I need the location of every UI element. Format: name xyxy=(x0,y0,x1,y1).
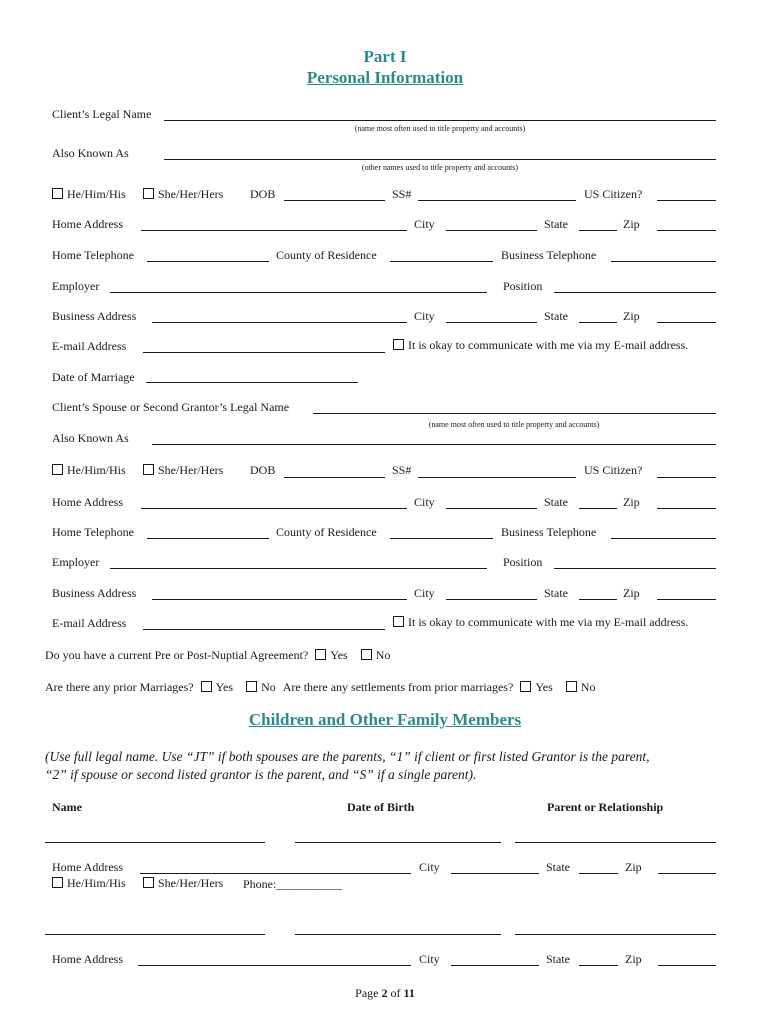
client-employer-label: Employer xyxy=(52,279,100,293)
settlements-no-label: No xyxy=(580,680,596,694)
client-he-label: He/Him/His xyxy=(67,187,126,201)
col-relationship-header: Parent or Relationship xyxy=(547,800,664,814)
nuptial-yes-checkbox[interactable] xyxy=(315,648,347,662)
client-ss-field[interactable] xyxy=(418,200,576,201)
spouse-home-tel-field[interactable] xyxy=(147,538,269,539)
children-instructions-line1: (Use full legal name. Use “JT” if both spouses are the parents, “1” if client or first listed Grantor is the parent, xyxy=(45,749,650,764)
client-home-address-label: Home Address xyxy=(52,217,123,231)
child1-phone-field[interactable]: Phone:___________ xyxy=(243,877,343,891)
spouse-employer-label: Employer xyxy=(52,555,100,569)
child2-zip-label: Zip xyxy=(625,952,642,966)
col-name-header: Name xyxy=(52,800,82,814)
spouse-county-label: County of Residence xyxy=(276,525,377,539)
spouse-legal-name-hint: (name most often used to title property and accounts) xyxy=(428,420,600,429)
page-total: 11 xyxy=(403,986,415,1000)
prior-yes-label: Yes xyxy=(215,680,234,694)
child1-home-address-field[interactable] xyxy=(140,873,411,874)
page-current: 2 xyxy=(381,986,388,1000)
client-position-label: Position xyxy=(503,279,543,293)
child1-zip-field[interactable] xyxy=(658,873,716,874)
child1-dob-field[interactable] xyxy=(295,842,501,843)
settlements-no-checkbox[interactable] xyxy=(566,680,596,694)
client-business-address-field[interactable] xyxy=(152,322,407,323)
spouse-home-tel-label: Home Telephone xyxy=(52,525,134,539)
client-zip-label: Zip xyxy=(623,217,640,231)
spouse-bzip-label: Zip xyxy=(623,586,640,600)
child1-city-field[interactable] xyxy=(451,873,539,874)
spouse-position-field[interactable] xyxy=(554,568,716,569)
client-bstate-label: State xyxy=(544,309,568,323)
child1-he-label: He/Him/His xyxy=(67,876,126,890)
child2-home-address-label: Home Address xyxy=(52,952,123,966)
client-aka-field[interactable] xyxy=(164,159,716,160)
client-she-checkbox[interactable] xyxy=(143,187,223,202)
client-business-tel-label: Business Telephone xyxy=(501,248,597,262)
spouse-bcity-label: City xyxy=(414,586,435,600)
nuptial-question xyxy=(45,648,390,663)
spouse-email-label: E-mail Address xyxy=(52,616,127,630)
client-legal-name-label: Client’s Legal Name xyxy=(52,107,152,121)
client-legal-name-hint: (name most often used to title property and accounts) xyxy=(354,124,526,133)
spouse-home-address-label: Home Address xyxy=(52,495,123,509)
nuptial-question-text: Do you have a current Pre or Post-Nuptial Agreement? xyxy=(45,648,309,662)
client-bzip-label: Zip xyxy=(623,309,640,323)
child2-relationship-field[interactable] xyxy=(515,934,716,935)
spouse-bstate-field[interactable] xyxy=(579,599,617,600)
nuptial-no-checkbox[interactable] xyxy=(361,648,391,662)
child2-dob-field[interactable] xyxy=(295,934,501,935)
spouse-employer-field[interactable] xyxy=(110,568,487,569)
client-dob-field[interactable] xyxy=(284,200,385,201)
prior-no-label: No xyxy=(261,680,276,694)
marriage-date-label: Date of Marriage xyxy=(52,370,135,384)
settlements-yes-label: Yes xyxy=(535,680,553,694)
client-she-label: She/Her/Hers xyxy=(158,187,224,201)
client-he-checkbox[interactable] xyxy=(52,187,126,202)
spouse-legal-name-label: Client’s Spouse or Second Grantor’s Legal Name xyxy=(52,400,290,414)
child2-city-label: City xyxy=(419,952,440,966)
client-email-ok-checkbox[interactable] xyxy=(393,338,688,353)
col-dob-header: Date of Birth xyxy=(347,800,415,814)
client-bcity-label: City xyxy=(414,309,435,323)
page-prefix: Page xyxy=(355,986,382,1000)
child1-relationship-field[interactable] xyxy=(515,842,716,843)
child1-home-address-label: Home Address xyxy=(52,860,123,874)
client-city-field[interactable] xyxy=(446,230,537,231)
client-bcity-field[interactable] xyxy=(446,322,537,323)
child1-name-field[interactable] xyxy=(45,842,265,843)
part-heading: Part I xyxy=(363,47,407,66)
spouse-business-address-label: Business Address xyxy=(52,586,137,600)
client-citizen-field[interactable] xyxy=(657,200,716,201)
child1-state-field[interactable] xyxy=(579,873,618,874)
spouse-she-checkbox[interactable] xyxy=(143,463,223,478)
client-zip-field[interactable] xyxy=(657,230,716,231)
client-county-field[interactable] xyxy=(390,261,493,262)
spouse-city-label: City xyxy=(414,495,435,509)
client-state-field[interactable] xyxy=(579,230,617,231)
nuptial-no-label: No xyxy=(375,648,391,662)
child1-state-label: State xyxy=(546,860,570,874)
spouse-business-tel-field[interactable] xyxy=(611,538,716,539)
spouse-city-field[interactable] xyxy=(446,508,537,509)
spouse-bstate-label: State xyxy=(544,586,568,600)
spouse-aka-label: Also Known As xyxy=(52,431,129,445)
spouse-dob-label: DOB xyxy=(250,463,276,477)
spouse-bzip-field[interactable] xyxy=(657,599,716,600)
client-state-label: State xyxy=(544,217,568,231)
client-employer-field[interactable] xyxy=(110,292,487,293)
client-ss-label: SS# xyxy=(392,187,412,201)
child1-he-checkbox[interactable] xyxy=(52,876,126,891)
client-business-tel-field[interactable] xyxy=(611,261,716,262)
client-email-field[interactable] xyxy=(143,352,385,353)
client-position-field[interactable] xyxy=(554,292,716,293)
client-aka-hint: (other names used to title property and accounts) xyxy=(361,163,519,172)
client-home-tel-label: Home Telephone xyxy=(52,248,134,262)
section-title: Personal Information xyxy=(306,68,464,87)
spouse-dob-field[interactable] xyxy=(284,477,385,478)
spouse-business-tel-label: Business Telephone xyxy=(501,525,597,539)
spouse-email-field[interactable] xyxy=(143,629,385,630)
spouse-county-field[interactable] xyxy=(390,538,493,539)
page-number xyxy=(0,986,770,1001)
page-of: of xyxy=(387,986,404,1000)
children-section-title: Children and Other Family Members xyxy=(248,710,522,729)
prior-yes-checkbox[interactable] xyxy=(201,680,233,694)
client-legal-name-field[interactable] xyxy=(164,120,716,121)
spouse-he-label: He/Him/His xyxy=(67,463,126,477)
spouse-email-ok-label: It is okay to communicate with me via my E-mail address. xyxy=(408,615,689,629)
children-instructions-line2: “2” if spouse or second listed grantor is the parent, and “S” if a single parent). xyxy=(45,767,477,782)
client-citizen-label: US Citizen? xyxy=(584,187,643,201)
child2-name-field[interactable] xyxy=(45,934,265,935)
child1-city-label: City xyxy=(419,860,440,874)
client-bzip-field[interactable] xyxy=(657,322,716,323)
spouse-aka-field[interactable] xyxy=(152,444,716,445)
client-dob-label: DOB xyxy=(250,187,276,201)
client-email-label: E-mail Address xyxy=(52,339,127,353)
child2-zip-field[interactable] xyxy=(658,965,716,966)
nuptial-yes-label: Yes xyxy=(330,648,348,662)
spouse-zip-label: Zip xyxy=(623,495,640,509)
child1-zip-label: Zip xyxy=(625,860,642,874)
spouse-home-address-field[interactable] xyxy=(141,508,407,509)
spouse-legal-name-field[interactable] xyxy=(313,413,716,414)
spouse-bcity-field[interactable] xyxy=(446,599,537,600)
child2-state-label: State xyxy=(546,952,570,966)
spouse-business-address-field[interactable] xyxy=(152,599,407,600)
spouse-state-field[interactable] xyxy=(579,508,617,509)
spouse-she-label: She/Her/Hers xyxy=(158,463,224,477)
prior-marriage-question xyxy=(45,680,595,695)
client-home-address-field[interactable] xyxy=(141,230,407,231)
child2-city-field[interactable] xyxy=(451,965,539,966)
client-business-address-label: Business Address xyxy=(52,309,137,323)
client-aka-label: Also Known As xyxy=(52,146,129,160)
spouse-position-label: Position xyxy=(503,555,543,569)
spouse-citizen-label: US Citizen? xyxy=(584,463,643,477)
spouse-email-ok-checkbox[interactable] xyxy=(393,615,688,630)
settlements-yes-checkbox[interactable] xyxy=(520,680,552,694)
prior-no-checkbox[interactable] xyxy=(246,680,276,694)
child1-she-label: She/Her/Hers xyxy=(158,876,224,890)
child2-home-address-field[interactable] xyxy=(138,965,411,966)
spouse-he-checkbox[interactable] xyxy=(52,463,126,478)
client-bstate-field[interactable] xyxy=(579,322,617,323)
client-county-label: County of Residence xyxy=(276,248,377,262)
spouse-citizen-field[interactable] xyxy=(657,477,716,478)
prior-question-text: Are there any prior Marriages? xyxy=(45,680,194,694)
spouse-state-label: State xyxy=(544,495,568,509)
spouse-zip-field[interactable] xyxy=(657,508,716,509)
settlements-question-text: Are there any settlements from prior marriages? xyxy=(282,680,514,694)
marriage-date-field[interactable] xyxy=(146,382,358,383)
client-city-label: City xyxy=(414,217,435,231)
child2-state-field[interactable] xyxy=(579,965,618,966)
spouse-ss-label: SS# xyxy=(392,463,412,477)
client-home-tel-field[interactable] xyxy=(147,261,269,262)
client-email-ok-label: It is okay to communicate with me via my E-mail address. xyxy=(408,338,689,352)
child1-she-checkbox[interactable] xyxy=(143,876,223,891)
spouse-ss-field[interactable] xyxy=(418,477,576,478)
